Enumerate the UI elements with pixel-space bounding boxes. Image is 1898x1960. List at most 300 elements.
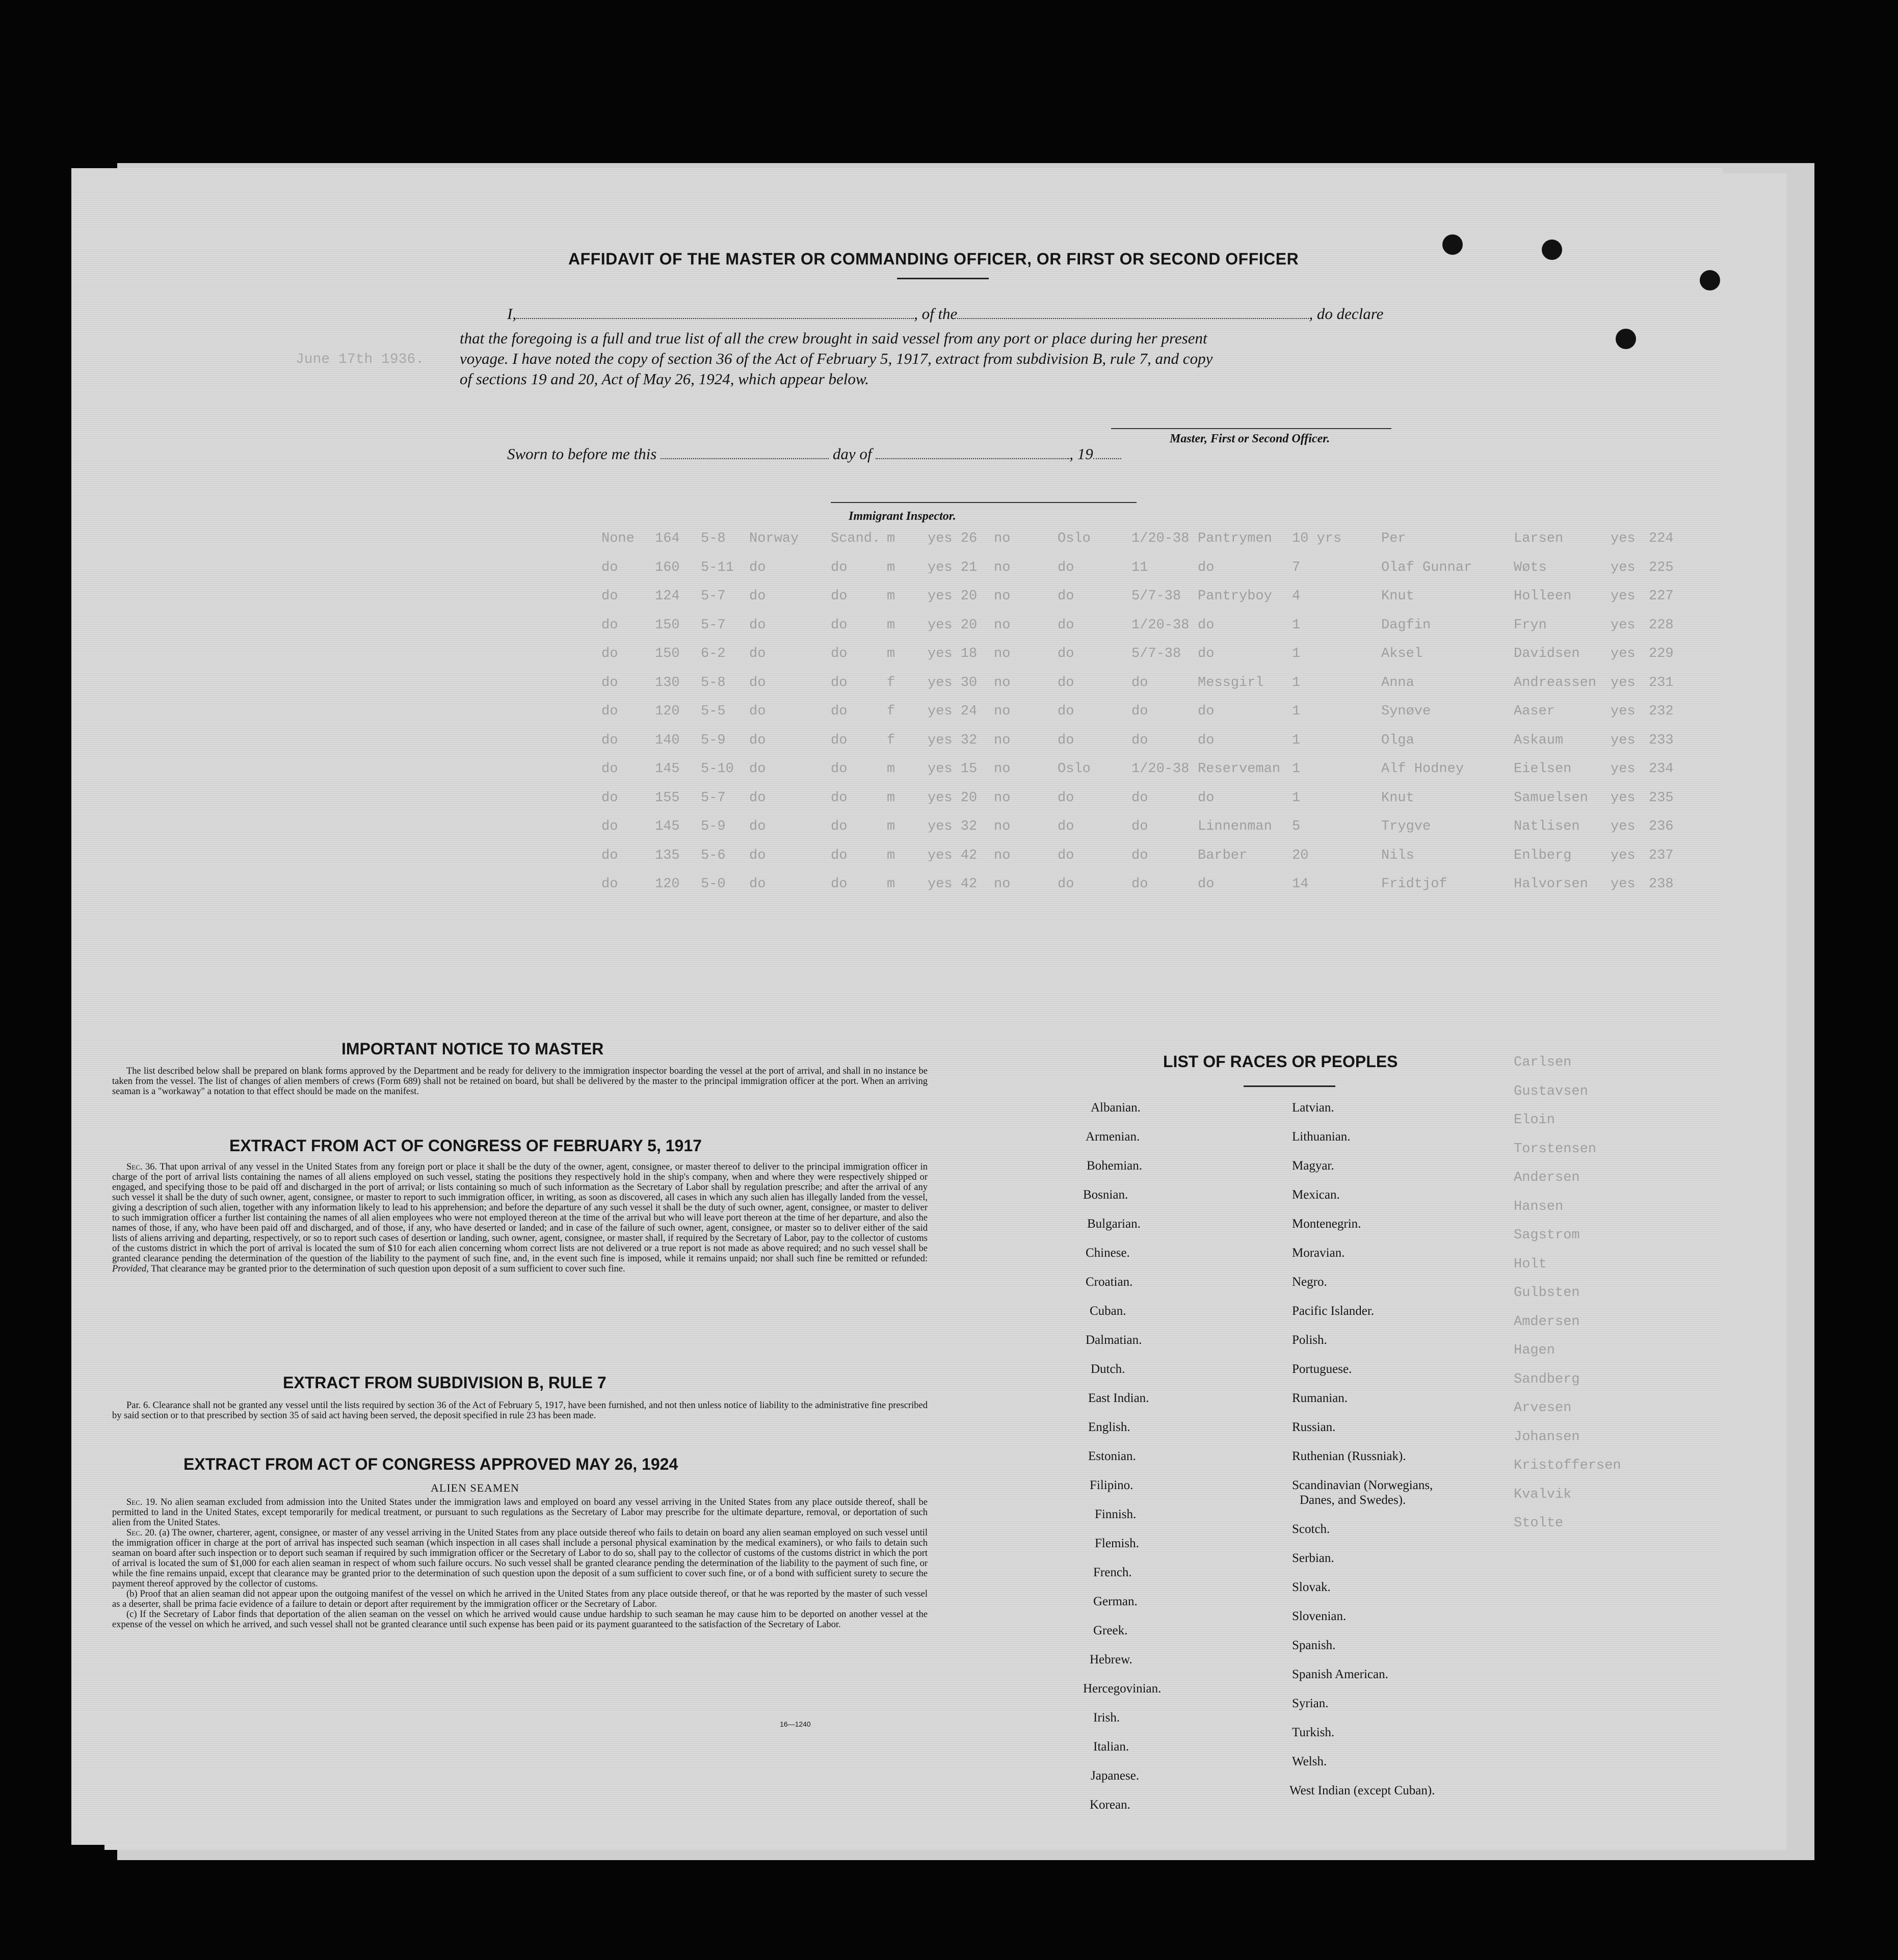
bleed-cell: 10 yrs [1292, 531, 1342, 546]
notice-text [112, 1066, 928, 1097]
bleed-cell: no [994, 617, 1011, 633]
bleed-cell: do [1198, 790, 1215, 806]
race-item: Dutch. [1091, 1362, 1125, 1376]
divider [897, 278, 989, 279]
bleed-cell: 234 [1649, 761, 1674, 777]
bleed-cell: 5-7 [701, 589, 726, 604]
bleed-cell: Dagfin [1381, 617, 1431, 633]
bleed-cell: do [831, 877, 848, 892]
race-item: Lithuanian. [1292, 1130, 1351, 1144]
race-item: Filipino. [1090, 1478, 1133, 1492]
bleed-cell: do [1058, 675, 1074, 691]
bleed-cell: 1/20-38 [1131, 531, 1190, 546]
bleed-cell: do [749, 732, 766, 748]
race-item: Serbian. [1292, 1551, 1334, 1565]
bleed-cell: 233 [1649, 732, 1674, 748]
bleed-cell: Holleen [1514, 589, 1572, 604]
bleed-cell: Aksel [1381, 646, 1423, 661]
bleed-cell: Johansen [1514, 1429, 1580, 1445]
bleed-cell: do [831, 589, 848, 604]
bleed-cell: do [1198, 617, 1215, 633]
race-item: Moravian. [1292, 1246, 1345, 1260]
bleed-cell: 238 [1649, 877, 1674, 892]
bleed-cell: 120 [655, 877, 680, 892]
bleed-cell: 164 [655, 531, 680, 546]
bleed-cell: Torstensen [1514, 1141, 1597, 1157]
bleed-cell: yes 42 [928, 847, 978, 863]
bleed-cell: m [887, 589, 895, 604]
bleed-cell: Samuelsen [1514, 790, 1588, 806]
bleed-cell: do [1131, 847, 1148, 863]
extract-1917-text [112, 1162, 928, 1274]
bleed-cell: Pantrymen [1198, 531, 1272, 546]
bleed-cell: 145 [655, 761, 680, 777]
bleed-cell: do [831, 675, 848, 691]
bleed-cell: do [831, 847, 848, 863]
provided-label: Provided, [112, 1264, 149, 1274]
bleed-cell: 1 [1292, 761, 1301, 777]
bleed-cell: Andreassen [1514, 675, 1597, 691]
bleed-cell: no [994, 790, 1011, 806]
bleed-cell: no [994, 560, 1011, 575]
bleed-cell: Aaser [1514, 704, 1556, 719]
race-item: Rumanian. [1292, 1391, 1348, 1405]
bleed-cell: do [1198, 560, 1215, 575]
bleed-cell: do [601, 761, 618, 777]
bleed-cell: yes [1611, 646, 1636, 661]
bleed-cell: 1 [1292, 732, 1301, 748]
bleed-cell: 224 [1649, 531, 1674, 546]
bleed-cell: yes 15 [928, 761, 978, 777]
bleed-cell: yes 42 [928, 877, 978, 892]
bleed-cell: yes 20 [928, 617, 978, 633]
sworn-text: Sworn to before me this [507, 445, 657, 463]
section-20b-text: (b) Proof that an alien seaman did not appear upon the outgoing manifest of the vessel on which he arrived in the United States from any place outside thereof, or that he was reported by the master of such vessel as a deserter, shall be prima facie evidence of a failure to detain or deport after requirement by the immigration officer or the Secretary of Labor. [112, 1589, 928, 1609]
bleed-cell: do [749, 560, 766, 575]
bleed-cell: Eielsen [1514, 761, 1572, 777]
race-item: Latvian. [1292, 1101, 1334, 1115]
form-number: 16—1240 [780, 1720, 811, 1728]
race-item: Flemish. [1095, 1537, 1139, 1550]
bleed-cell: do [601, 790, 618, 806]
race-item: Mexican. [1292, 1188, 1340, 1202]
bleed-cell: no [994, 761, 1011, 777]
bleed-cell: do [749, 877, 766, 892]
bleed-cell: no [994, 531, 1011, 546]
bleed-cell: None [601, 531, 635, 546]
bleed-cell: 130 [655, 675, 680, 691]
bleed-cell: Oslo [1058, 761, 1091, 777]
bleed-cell: Fridtjof [1381, 877, 1447, 892]
bleed-cell: do [831, 617, 848, 633]
bleed-cell: do [1198, 704, 1215, 719]
section-label: Sec. 20. [126, 1528, 157, 1538]
bleed-cell: yes [1611, 790, 1636, 806]
race-item: Ruthenian (Russniak). [1292, 1449, 1406, 1463]
bleed-cell: Olaf Gunnar [1381, 560, 1472, 575]
bleed-cell: 5-0 [701, 877, 726, 892]
bleed-cell: yes [1611, 617, 1636, 633]
bleed-cell: f [887, 704, 895, 719]
rule7-paragraph: Par. 6. Clearance shall not be granted any vessel until the lists required by section 36 of the Act of February 5, 1917, have been furnished, and not then unless notice of liability to the administrative fine prescribed by said section or to that prescribed by section 35 of said act having been served, the deposit specified in rule 23 has been made. [112, 1400, 928, 1421]
bleed-cell: yes [1611, 704, 1636, 719]
bleed-cell: 5-7 [701, 790, 726, 806]
bleed-cell: 5 [1292, 819, 1301, 834]
bleed-cell: yes [1611, 761, 1636, 777]
bleed-cell: Natlisen [1514, 819, 1580, 834]
section-20c-text: (c) If the Secretary of Labor finds that deportation of the alien seaman on the vessel on which he arrived would cause undue hardship to such seaman he may cause him to be deported on another vessel at the expense of the vessel on which he arrived, and such vessel shall not be granted clearance until such expense has been paid or its payment guaranteed to the satisfaction of the Secretary of Labor. [112, 1609, 928, 1630]
bleed-cell: no [994, 646, 1011, 661]
bleed-cell: Knut [1381, 790, 1414, 806]
race-item: Armenian. [1086, 1130, 1140, 1144]
bleed-cell: m [887, 847, 895, 863]
affidavit-text: , of the [914, 305, 958, 323]
bleed-cell: 160 [655, 560, 680, 575]
race-item: Russian. [1292, 1420, 1336, 1434]
bleed-cell: Arvesen [1514, 1400, 1572, 1416]
bleed-cell: Synøve [1381, 704, 1431, 719]
bleed-cell: 227 [1649, 589, 1674, 604]
bleed-cell: 7 [1292, 560, 1301, 575]
bleed-cell: Amdersen [1514, 1314, 1580, 1330]
bleed-cell: yes [1611, 531, 1636, 546]
race-item: Montenegrin. [1292, 1217, 1361, 1231]
bleed-cell: Wøts [1514, 560, 1547, 575]
bleed-cell: do [749, 819, 766, 834]
bleed-cell: Norway [749, 531, 799, 546]
race-item: Spanish. [1292, 1638, 1336, 1652]
bleed-cell: no [994, 704, 1011, 719]
affidavit-text: I, [507, 305, 517, 323]
bleed-cell: 5-10 [701, 761, 734, 777]
bleed-cell: yes 32 [928, 819, 978, 834]
bleed-cell: do [749, 589, 766, 604]
bleed-cell: do [831, 790, 848, 806]
bleed-cell: no [994, 847, 1011, 863]
extract-rule7-title: EXTRACT FROM SUBDIVISION B, RULE 7 [283, 1373, 607, 1392]
bleed-cell: yes [1611, 732, 1636, 748]
inspector-signature-line [831, 502, 1137, 503]
race-item: Finnish. [1095, 1507, 1137, 1521]
race-item: Welsh. [1292, 1755, 1327, 1768]
bleed-cell: do [749, 646, 766, 661]
bleed-cell: 5-9 [701, 732, 726, 748]
race-item: Slovenian. [1292, 1609, 1347, 1623]
bleed-cell: yes [1611, 675, 1636, 691]
race-item: Dalmatian. [1086, 1333, 1142, 1347]
bleed-cell: do [831, 560, 848, 575]
affidavit-line-1 [507, 305, 1383, 323]
bleed-cell: do [1131, 732, 1148, 748]
race-item: Spanish American. [1292, 1667, 1388, 1681]
extract-1924-title: EXTRACT FROM ACT OF CONGRESS APPROVED MAY 26, 1924 [183, 1455, 678, 1473]
affidavit-line-4: of sections 19 and 20, Act of May 26, 1924, which appear below. [460, 370, 869, 388]
bleed-cell: do [1131, 704, 1148, 719]
bleed-cell: do [601, 847, 618, 863]
race-item: Italian. [1093, 1740, 1129, 1754]
sworn-text: day of [832, 445, 872, 463]
bleed-cell: no [994, 732, 1011, 748]
month-blank [876, 447, 1069, 459]
bleed-cell: do [601, 819, 618, 834]
race-item: Danes, and Swedes). [1300, 1493, 1406, 1507]
bleed-cell: Linnenman [1198, 819, 1272, 834]
affidavit-text: , do declare [1309, 305, 1384, 323]
bleed-cell: 1 [1292, 617, 1301, 633]
bleed-cell: yes [1611, 847, 1636, 863]
bleed-cell: yes 20 [928, 589, 978, 604]
section-20a-text: (a) The owner, charterer, agent, consignee, or master of any vessel arriving in the United States from any place outside thereof who fails to detain on board any alien seaman employed on such vessel until the immigration officer in charge at the port of arrival has inspected such seaman (which inspection in all cases shall include a personal physical examination by the medical examiners), or who fails to detain such seaman on board after such inspection or to deport such seaman if required by such immigration officer or the Secretary of Labor to do so, shall pay to the collector of customs of the customs district in which the port of arrival is located the sum of $1,000 for each alien seaman in respect of whom such failure occurs. No such vessel shall be granted clearance pending the determination of the liability to the payment of such fine, or while the fine remains unpaid, except that clearance may be granted prior to the determination of such question upon the deposit of a sum sufficient to cover such fine, or of a bond with sufficient surety to secure the payment thereof approved by the collector of customs. [112, 1528, 928, 1589]
bleed-cell: do [1058, 560, 1074, 575]
bleed-cell: m [887, 761, 895, 777]
bleed-cell: yes 26 [928, 531, 978, 546]
bleed-cell: 120 [655, 704, 680, 719]
bleed-cell: 5-11 [701, 560, 734, 575]
race-item: Bohemian. [1087, 1159, 1143, 1173]
bleed-cell: Sandberg [1514, 1371, 1580, 1387]
race-item: Bulgarian. [1087, 1217, 1141, 1231]
bleed-date: June 17th 1936. [296, 352, 425, 367]
race-item: Greek. [1093, 1624, 1128, 1637]
race-item: Scandinavian (Norwegians, [1292, 1478, 1433, 1492]
bleed-cell: no [994, 589, 1011, 604]
bleed-cell: 4 [1292, 589, 1301, 604]
bleed-cell: do [601, 675, 618, 691]
bleed-cell: 135 [655, 847, 680, 863]
race-item: Magyar. [1292, 1159, 1334, 1173]
bleed-cell: do [1058, 646, 1074, 661]
bleed-cell: 6-2 [701, 646, 726, 661]
bleed-cell: Kristoffersen [1514, 1458, 1621, 1473]
bleed-cell: do [749, 761, 766, 777]
race-item: Korean. [1090, 1798, 1130, 1812]
sworn-text: , 19 [1069, 445, 1093, 463]
bleed-cell: f [887, 675, 895, 691]
bleed-cell: do [1131, 790, 1148, 806]
bleed-cell: yes 24 [928, 704, 978, 719]
notice-title: IMPORTANT NOTICE TO MASTER [341, 1040, 604, 1058]
race-item: Chinese. [1086, 1246, 1130, 1260]
bleed-cell: m [887, 790, 895, 806]
document-page [71, 168, 1723, 1845]
bleed-cell: Barber [1198, 847, 1248, 863]
race-item: Albanian. [1091, 1101, 1141, 1115]
bleed-cell: Askaum [1514, 732, 1564, 748]
signature-line [1111, 428, 1391, 429]
bleed-cell: Gustavsen [1514, 1083, 1588, 1099]
bleed-cell: do [601, 617, 618, 633]
bleed-cell: Eloin [1514, 1113, 1556, 1128]
bleed-cell: Hansen [1514, 1199, 1564, 1214]
bleed-cell: do [1058, 847, 1074, 863]
bleed-cell: do [601, 589, 618, 604]
bleed-cell: yes [1611, 877, 1636, 892]
race-item: Negro. [1292, 1275, 1327, 1289]
alien-seamen-subtitle: ALIEN SEAMEN [431, 1481, 519, 1494]
race-item: Hercegovinian. [1083, 1682, 1162, 1696]
bleed-cell: 237 [1649, 847, 1674, 863]
bleed-cell: m [887, 877, 895, 892]
race-item: Irish. [1093, 1711, 1120, 1725]
extract-1924-text [112, 1497, 928, 1630]
punch-hole [1616, 329, 1636, 349]
bleed-cell: yes 30 [928, 675, 978, 691]
bleed-cell: do [1058, 732, 1074, 748]
vessel-blank [957, 307, 1309, 319]
bleed-cell: yes 21 [928, 560, 978, 575]
bleed-cell: 1 [1292, 790, 1301, 806]
bleed-cell: 232 [1649, 704, 1674, 719]
affidavit-line-2: that the foregoing is a full and true list of all the crew brought in said vessel from any port or place during her present [460, 329, 1207, 347]
bleed-cell: 5-8 [701, 675, 726, 691]
bleed-cell: Andersen [1514, 1170, 1580, 1185]
race-item: Croatian. [1086, 1275, 1133, 1289]
bleed-cell: do [601, 704, 618, 719]
bleed-cell: do [1198, 732, 1215, 748]
bleed-cell: 150 [655, 646, 680, 661]
bleed-cell: do [601, 732, 618, 748]
bleed-cell: Holt [1514, 1256, 1547, 1272]
bleed-cell: 229 [1649, 646, 1674, 661]
affidavit-line-3: voyage. I have noted the copy of section 36 of the Act of February 5, 1917, extract from subdivision B, rule 7, and copy [460, 350, 1213, 367]
extract-rule7-text [112, 1400, 928, 1421]
bleed-cell: Enlberg [1514, 847, 1572, 863]
bleed-cell: 228 [1649, 617, 1674, 633]
bleed-cell: 5/7-38 [1131, 646, 1181, 661]
bleed-cell: Sagstrom [1514, 1228, 1580, 1243]
bleed-cell: m [887, 617, 895, 633]
section-19-text: No alien seaman excluded from admission into the United States under the immigration laws and employed on board any vessel arriving in the United States from any place outside thereof, shall be permitted to land in the United States, except temporarily for medical treatment, or pursuant to such regulations as the Secretary of Labor may prescribe for the ultimate departure, removal, or deportation of such alien from the United States. [112, 1497, 928, 1528]
bleed-cell: do [1058, 589, 1074, 604]
bleed-cell: Larsen [1514, 531, 1564, 546]
punch-hole [1442, 234, 1463, 255]
bleed-cell: do [1131, 877, 1148, 892]
bleed-cell: Reserveman [1198, 761, 1281, 777]
bleed-cell: do [1198, 646, 1215, 661]
inspector-label: Immigrant Inspector. [849, 510, 956, 523]
bleed-cell: 5-5 [701, 704, 726, 719]
bleed-cell: do [1058, 617, 1074, 633]
punch-hole [1700, 270, 1720, 290]
bleed-cell: m [887, 531, 895, 546]
race-item: French. [1093, 1566, 1132, 1579]
extract-1917-title: EXTRACT FROM ACT OF CONGRESS OF FEBRUARY 5, 1917 [229, 1136, 702, 1155]
bleed-cell: do [831, 732, 848, 748]
bleed-cell: Davidsen [1514, 646, 1580, 661]
day-blank [661, 447, 829, 459]
bleed-cell: 1/20-38 [1131, 761, 1190, 777]
bleed-cell: do [749, 790, 766, 806]
bleed-cell: 1/20-38 [1131, 617, 1190, 633]
race-item: Bosnian. [1083, 1188, 1128, 1202]
race-item: Pacific Islander. [1292, 1304, 1375, 1318]
notice-paragraph: The list described below shall be prepared on blank forms approved by the Department and be ready for delivery to the immigration inspector boarding the vessel at the port of arrival, and shall in no instance be taken from the vessel. The list of changes of alien members of crews (Form 689) shall not be retained on board, but shall be delivered by the master to the principal immigration officer at the port. When an arriving seaman is a "workaway" a notation to that effect should be made on the manifest. [112, 1066, 928, 1097]
race-item: Estonian. [1088, 1449, 1136, 1463]
bleed-cell: Alf Hodney [1381, 761, 1464, 777]
race-item: English. [1088, 1420, 1130, 1434]
race-item: Cuban. [1090, 1304, 1126, 1318]
bleed-cell: yes [1611, 589, 1636, 604]
bleed-cell: do [1058, 790, 1074, 806]
bleed-cell: do [831, 819, 848, 834]
name-blank [516, 307, 914, 319]
year-blank [1093, 447, 1121, 459]
bleed-cell: 14 [1292, 877, 1309, 892]
bleed-cell: do [601, 877, 618, 892]
bleed-cell: do [749, 704, 766, 719]
bleed-cell: yes 32 [928, 732, 978, 748]
bleed-cell: yes 18 [928, 646, 978, 661]
bleed-cell: 5-8 [701, 531, 726, 546]
bleed-cell: yes [1611, 560, 1636, 575]
master-signature-label: Master, First or Second Officer. [1170, 432, 1330, 445]
race-item: Polish. [1292, 1333, 1327, 1347]
bleed-cell: m [887, 646, 895, 661]
bleed-cell: 124 [655, 589, 680, 604]
bleed-cell: 225 [1649, 560, 1674, 575]
bleed-cell: 150 [655, 617, 680, 633]
bleed-cell: Anna [1381, 675, 1414, 691]
bleed-cell: Hagen [1514, 1343, 1556, 1358]
divider [1244, 1085, 1335, 1087]
bleed-cell: f [887, 732, 895, 748]
bleed-cell: Trygve [1381, 819, 1431, 834]
race-item: Hebrew. [1090, 1653, 1132, 1666]
bleed-cell: 5-9 [701, 819, 726, 834]
bleed-cell: do [749, 847, 766, 863]
section-label: Sec. 36. [126, 1162, 157, 1172]
bleed-cell: 235 [1649, 790, 1674, 806]
bleed-cell: do [1058, 704, 1074, 719]
section-label: Sec. 19. [126, 1497, 157, 1507]
punch-hole [1542, 240, 1562, 260]
bleed-cell: Carlsen [1514, 1055, 1572, 1070]
bleed-cell: Halvorsen [1514, 877, 1588, 892]
race-item: Japanese. [1091, 1769, 1140, 1783]
bleed-cell: do [749, 675, 766, 691]
bleed-cell: Per [1381, 531, 1406, 546]
section-36-end: That clearance may be granted prior to the determination of such question upon deposit of a sum sufficient to cover such fine. [151, 1264, 625, 1274]
race-item: Scotch. [1292, 1522, 1330, 1536]
affidavit-title: AFFIDAVIT OF THE MASTER OR COMMANDING OFFICER, OR FIRST OR SECOND OFFICER [568, 250, 1299, 268]
bleed-cell: 5-6 [701, 847, 726, 863]
race-item: Slovak. [1292, 1580, 1331, 1594]
bleed-cell: no [994, 877, 1011, 892]
bleed-cell: do [831, 704, 848, 719]
bleed-cell: 1 [1292, 704, 1301, 719]
bleed-cell: Knut [1381, 589, 1414, 604]
bleed-cell: Scand. [831, 531, 881, 546]
bleed-cell: m [887, 819, 895, 834]
bleed-cell: yes 20 [928, 790, 978, 806]
bleed-cell: Oslo [1058, 531, 1091, 546]
bleed-cell: 140 [655, 732, 680, 748]
race-item: Turkish. [1292, 1726, 1335, 1739]
bleed-cell: no [994, 819, 1011, 834]
bleed-cell: do [1198, 877, 1215, 892]
bleed-cell: do [1058, 877, 1074, 892]
bleed-cell: do [831, 646, 848, 661]
bleed-cell: 145 [655, 819, 680, 834]
bleed-cell: do [1131, 675, 1148, 691]
bleed-cell: 1 [1292, 675, 1301, 691]
bleed-cell: Kvalvik [1514, 1487, 1572, 1502]
bleed-cell: Stolte [1514, 1516, 1564, 1531]
bleed-cell: Gulbsten [1514, 1285, 1580, 1301]
bleed-cell: yes [1611, 819, 1636, 834]
bleed-cell: m [887, 560, 895, 575]
bleed-cell: do [1131, 819, 1148, 834]
